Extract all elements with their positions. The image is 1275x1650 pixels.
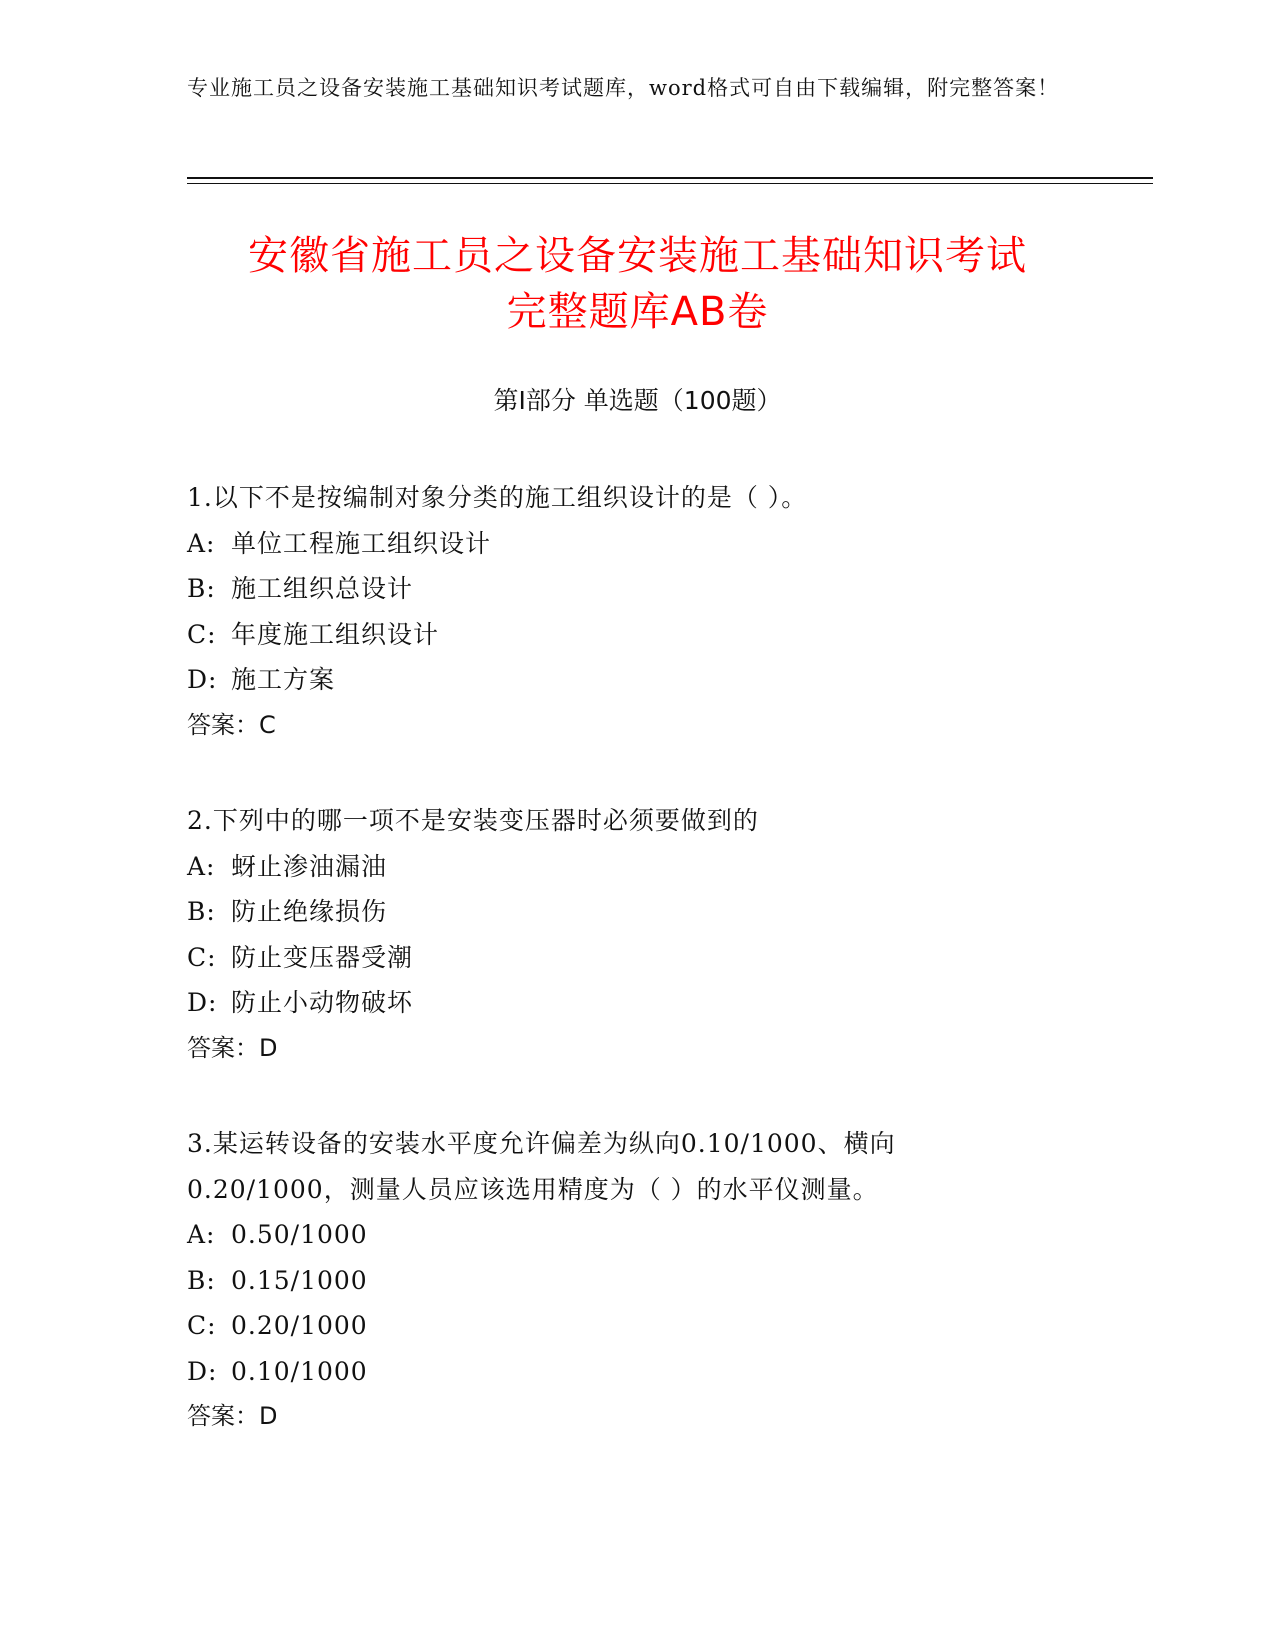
option-c bbox=[187, 935, 1087, 981]
option-a bbox=[187, 521, 1087, 567]
question-stem: 3.某运转设备的安装水平度允许偏差为纵向0.10/1000、横向0.20/1000，测量人员应该选用精度为（ ）的水平仪测量。 bbox=[187, 1129, 896, 1204]
option-text: 防止绝缘损伤 bbox=[231, 897, 388, 926]
option-text: 0.50/1000 bbox=[231, 1220, 368, 1249]
section-heading: 第Ⅰ部分 单选题（100题） bbox=[493, 386, 782, 415]
answer-label: 答案： bbox=[187, 1402, 259, 1430]
option-key: D: bbox=[187, 988, 218, 1017]
document-title-line2: 完整题库AB卷 bbox=[506, 289, 769, 335]
option-text: 0.15/1000 bbox=[231, 1265, 368, 1295]
answer-value: C bbox=[259, 710, 276, 739]
question-3 bbox=[187, 1121, 1087, 1440]
question-stem: 2.下列中的哪一项不是安装变压器时必须要做到的 bbox=[187, 806, 759, 835]
option-a bbox=[187, 844, 1087, 890]
option-c bbox=[187, 1303, 1087, 1349]
option-a bbox=[187, 1212, 1087, 1258]
document-title-line1: 安徽省施工员之设备安装施工基础知识考试 bbox=[248, 233, 1027, 279]
option-b bbox=[187, 566, 1087, 612]
option-key: B: bbox=[187, 574, 216, 603]
option-text: 单位工程施工组织设计 bbox=[231, 528, 492, 558]
answer-label: 答案： bbox=[187, 710, 259, 739]
header-divider-thick bbox=[187, 177, 1153, 179]
option-key: D: bbox=[187, 665, 218, 694]
answer-value: D bbox=[259, 1033, 278, 1062]
option-key: A: bbox=[187, 528, 216, 558]
answer-line bbox=[187, 1026, 1087, 1072]
option-text: 施工方案 bbox=[231, 665, 336, 694]
option-key: A: bbox=[187, 1220, 216, 1249]
question-stem: 1.以下不是按编制对象分类的施工组织设计的是（ ）。 bbox=[187, 483, 808, 512]
answer-value: D bbox=[259, 1402, 278, 1430]
option-key: C: bbox=[187, 1311, 217, 1340]
answer-line bbox=[187, 703, 1087, 749]
question-2 bbox=[187, 798, 1087, 1071]
option-text: 0.10/1000 bbox=[231, 1356, 368, 1386]
option-text: 施工组织总设计 bbox=[231, 574, 414, 603]
option-b bbox=[187, 889, 1087, 935]
header-note: 专业施工员之设备安装施工基础知识考试题库，word格式可自由下载编辑，附完整答案！ bbox=[187, 76, 1060, 100]
answer-line bbox=[187, 1394, 1087, 1440]
option-key: C: bbox=[187, 942, 217, 972]
question-1 bbox=[187, 475, 1087, 748]
option-key: D: bbox=[187, 1356, 218, 1386]
option-key: A: bbox=[187, 851, 216, 881]
option-text: 0.20/1000 bbox=[231, 1311, 368, 1340]
option-d bbox=[187, 1349, 1087, 1395]
option-d bbox=[187, 657, 1087, 703]
answer-label: 答案： bbox=[187, 1033, 259, 1062]
option-d bbox=[187, 980, 1087, 1026]
option-text: 防止小动物破坏 bbox=[231, 988, 414, 1017]
option-text: 蚜止渗油漏油 bbox=[231, 851, 388, 881]
option-key: B: bbox=[187, 897, 216, 926]
option-b bbox=[187, 1258, 1087, 1304]
header-divider-thin bbox=[187, 183, 1153, 184]
document-title bbox=[160, 228, 1115, 340]
option-text: 防止变压器受潮 bbox=[231, 942, 414, 972]
question-list bbox=[187, 475, 1087, 1490]
option-key: C: bbox=[187, 619, 217, 649]
option-c bbox=[187, 612, 1087, 658]
option-text: 年度施工组织设计 bbox=[231, 619, 440, 649]
option-key: B: bbox=[187, 1265, 216, 1295]
